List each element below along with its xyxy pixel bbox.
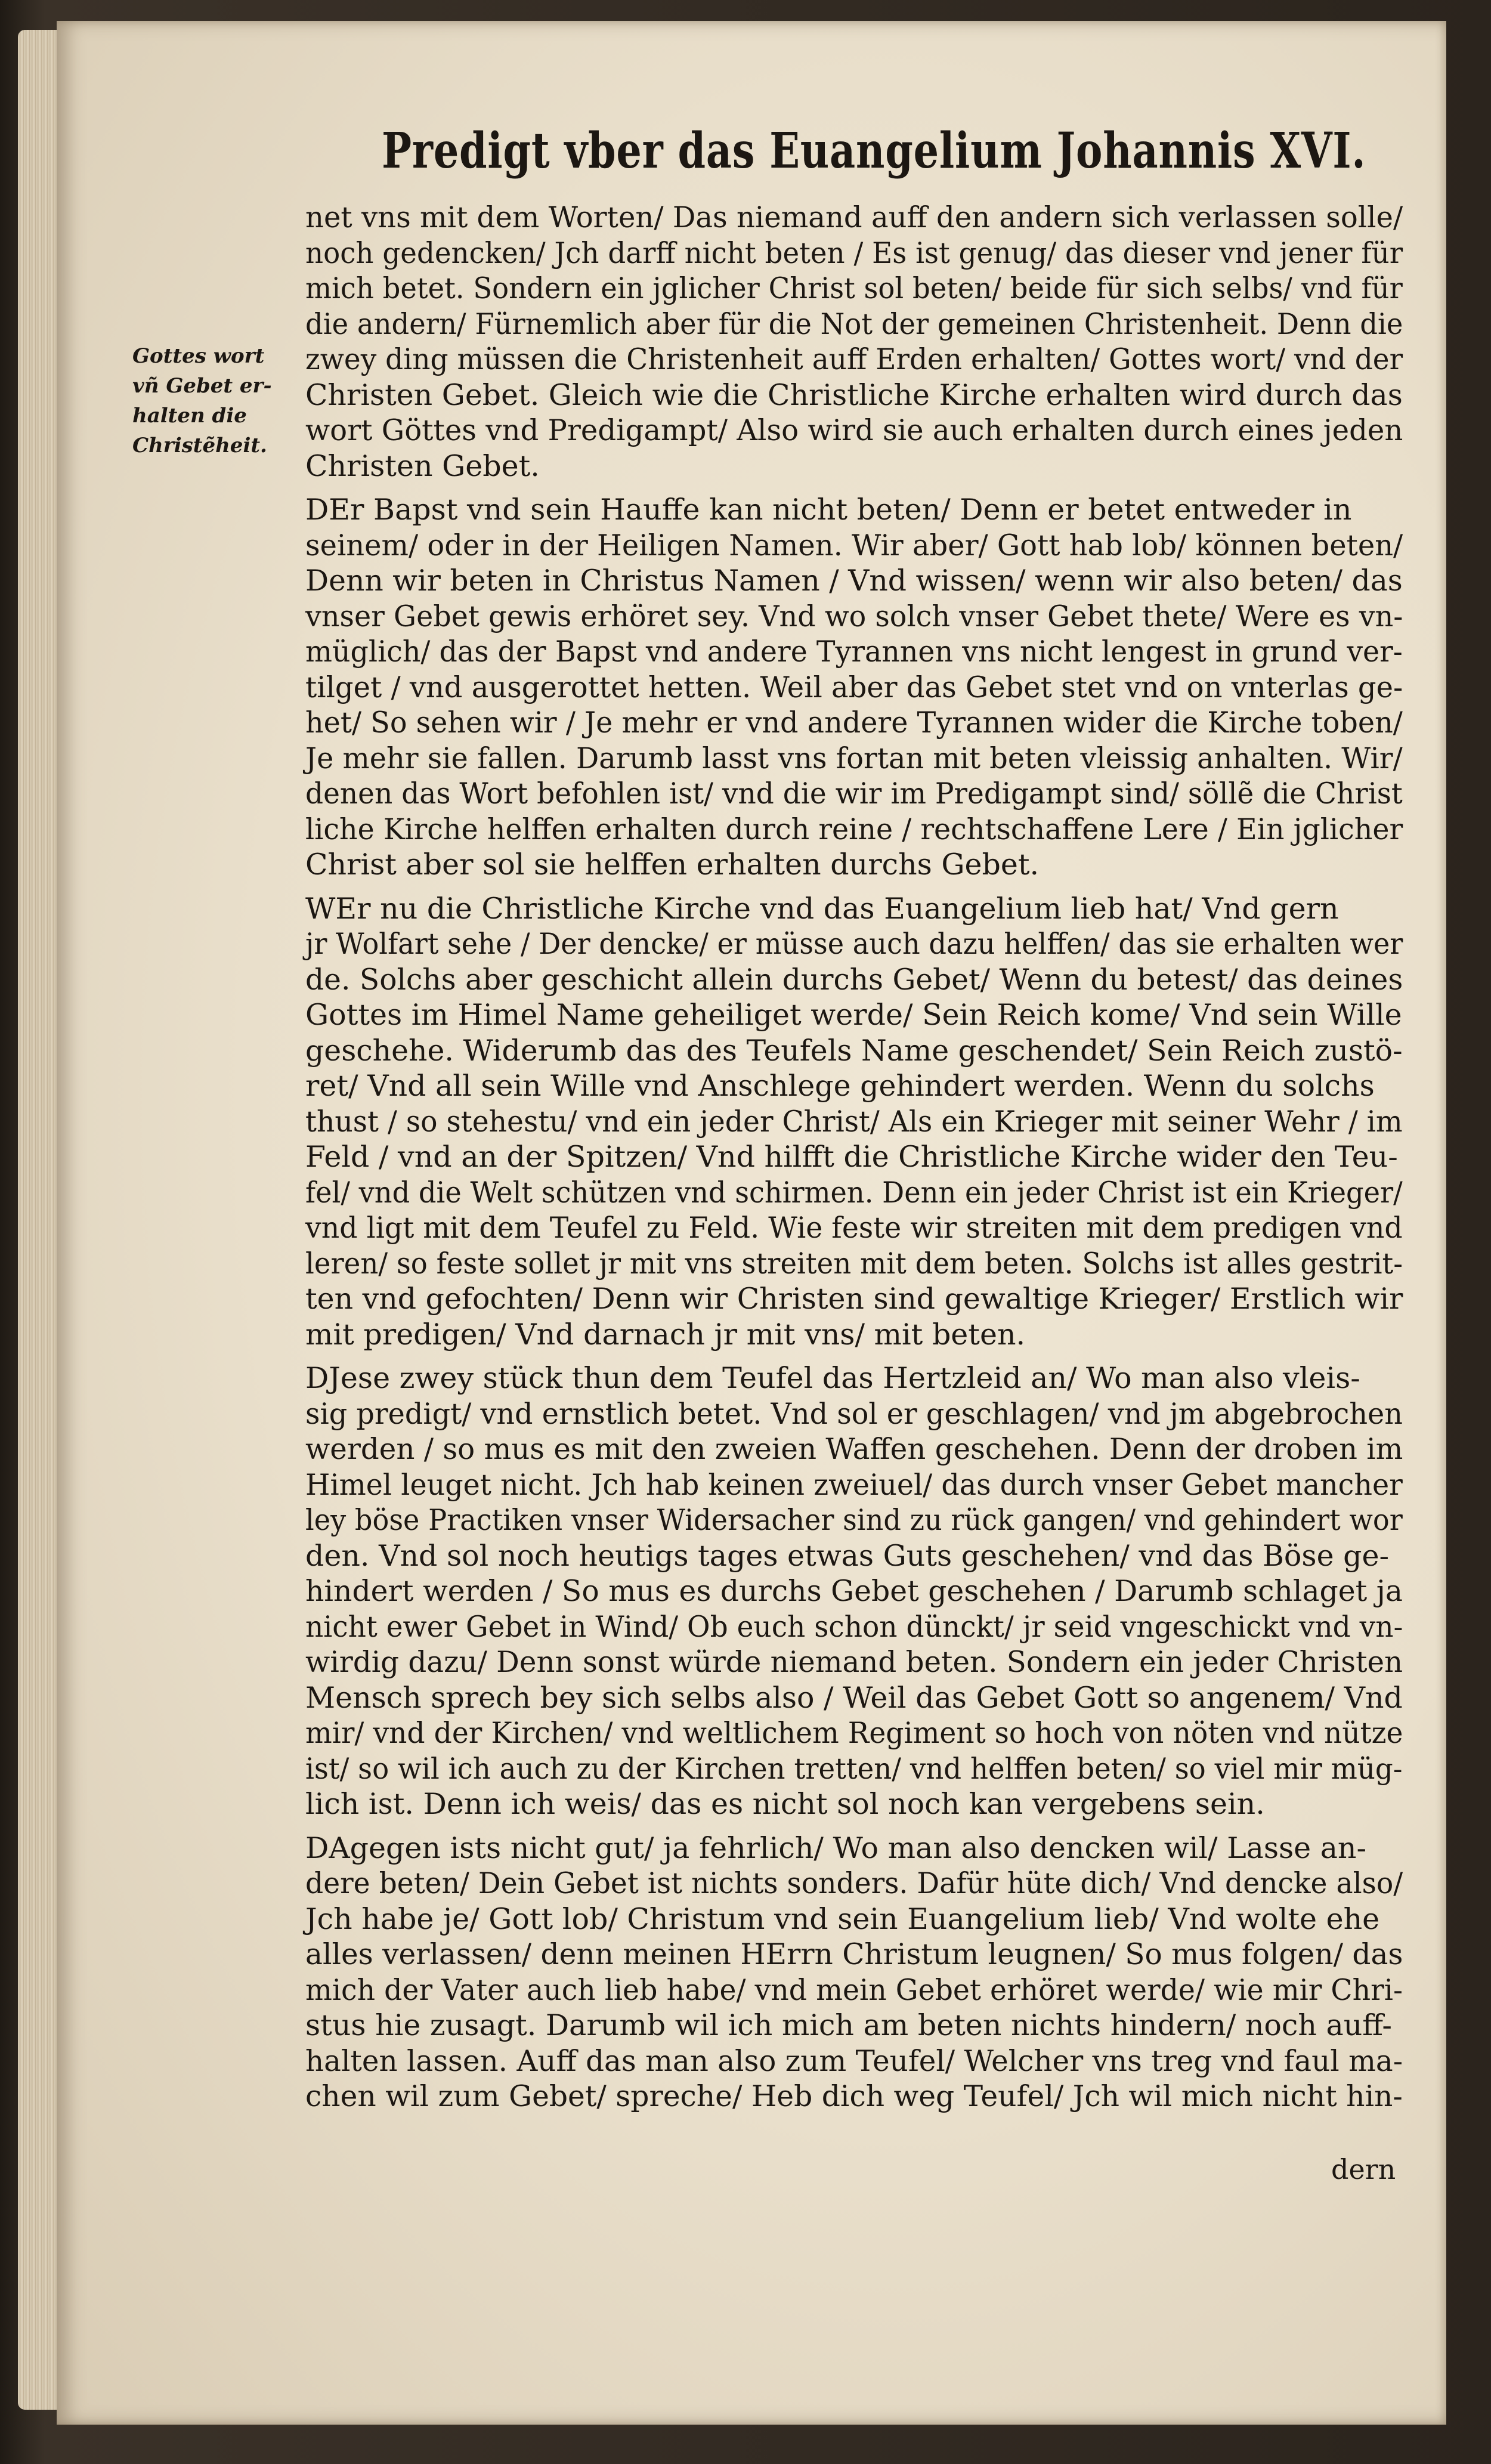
text-line: noch gedencken/ Jch darff nicht beten / Es ist genug/ das dieser vnd jener für [305,236,1403,270]
text-line: net vns mit dem Worten/ Das niemand auff den andern sich verlassen solle/ [305,200,1403,234]
text-line: lich ist. Denn ich weis/ das es nicht sol noch kan vergebens sein. [305,1787,1265,1821]
text-line: müglich/ das der Bapst vnd andere Tyrannen vns nicht lengest in grund ver- [305,635,1403,669]
text-line: fel/ vnd die Welt schützen vnd schirmen. Denn ein jeder Christ ist ein Krieger/ [305,1175,1403,1210]
paragraph [305,200,1403,484]
text-line: vnd ligt mit dem Teufel zu Feld. Wie feste wir streiten mit dem predigen vnd [305,1211,1403,1245]
text-line: nicht ewer Gebet in Wind/ Ob euch schon dünckt/ jr seid vngeschickt vnd vn- [305,1609,1403,1644]
paragraph-gap [305,484,1403,492]
text-line: Christen Gebet. [305,449,540,483]
text-line: mir/ vnd der Kirchen/ vnd weltlichem Regiment so hoch von nöten vnd nütze [305,1716,1403,1750]
text-line: Je mehr sie fallen. Darumb lasst vns fortan mit beten vleissig anhalten. Wir/ [305,741,1403,775]
body-text [305,200,1403,2114]
text-line: dere beten/ Dein Gebet ist nichts sonders. Dafür hüte dich/ Vnd dencke also/ [305,1866,1403,1900]
text-line: DJese zwey stück thun dem Teufel das Hertzleid an/ Wo man also vleis- [305,1361,1360,1395]
text-line: sig predigt/ vnd ernstlich betet. Vnd sol er geschlagen/ vnd jm abgebrochen [305,1396,1403,1431]
paragraph-gap [305,883,1403,891]
text-line: mit predigen/ Vnd darnach jr mit vns/ mit beten. [305,1317,1026,1352]
text-line: ley böse Practiken vnser Widersacher sind zu rück gangen/ vnd gehindert wor [305,1503,1403,1537]
text-line: Denn wir beten in Christus Namen / Vnd wissen/ wenn wir also beten/ das [305,564,1403,598]
text-line: jr Wolfart sehe / Der dencke/ er müsse auch dazu helffen/ das sie erhalten wer [305,927,1403,961]
running-header: Predigt vber das Euangelium Johannis XVI. [382,122,1366,180]
text-line: Christen Gebet. Gleich wie die Christliche Kirche erhalten wird durch das [305,378,1403,412]
catchword: dern [1331,2153,1396,2185]
text-line: chen wil zum Gebet/ spreche/ Heb dich weg Teufel/ Jch wil mich nicht hin- [305,2079,1403,2113]
marginal-line: Christẽheit. [132,434,267,457]
text-line: seinem/ oder in der Heiligen Namen. Wir aber/ Gott hab lob/ können beten/ [305,528,1403,562]
paragraph-gap [305,1822,1403,1831]
text-line: Feld / vnd an der Spitzen/ Vnd hilfft die Christliche Kirche wider den Teu- [305,1140,1398,1174]
marginal-note [132,341,302,460]
paragraph-gap [305,1352,1403,1361]
text-line: ret/ Vnd all sein Wille vnd Anschlege gehindert werden. Wenn du solchs [305,1069,1375,1103]
text-line: leren/ so feste sollet jr mit vns streiten mit dem beten. Solchs ist alles gestrit- [305,1246,1403,1281]
text-line: geschehe. Widerumb das des Teufels Name geschendet/ Sein Reich zustö- [305,1033,1403,1068]
paragraph [305,891,1403,1353]
marginal-line: vñ Gebet er- [132,374,272,398]
paragraph [305,1361,1403,1822]
text-line: mich betet. Sondern ein jglicher Christ sol beten/ beide für sich selbs/ vnd für [305,271,1403,305]
text-line: WEr nu die Christliche Kirche vnd das Euangelium lieb hat/ Vnd gern [305,891,1339,926]
text-line: Gottes im Himel Name geheiliget werde/ Sein Reich kome/ Vnd sein Wille [305,998,1402,1032]
text-line: ten vnd gefochten/ Denn wir Christen sind gewaltige Krieger/ Erstlich wir [305,1282,1403,1316]
text-line: Jch habe je/ Gott lob/ Christum vnd sein Euangelium lieb/ Vnd wolte ehe [305,1902,1380,1936]
text-line: die andern/ Fürnemlich aber für die Not der gemeinen Christenheit. Denn die [305,307,1403,341]
text-line: denen das Wort befohlen ist/ vnd die wir im Predigampt sind/ söllẽ die Christ [305,777,1403,811]
text-line: DEr Bapst vnd sein Hauffe kan nicht beten/ Denn er betet entweder in [305,493,1352,527]
text-line: het/ So sehen wir / Je mehr er vnd andere Tyrannen wider die Kirche toben/ [305,706,1403,740]
text-line: hindert werden / So mus es durchs Gebet geschehen / Darumb schlaget ja [305,1574,1403,1608]
marginal-line: Gottes wort [132,344,265,368]
text-line: thust / so stehestu/ vnd ein jeder Christ/ Als ein Krieger mit seiner Wehr / im [305,1104,1403,1139]
paragraph [305,492,1403,883]
text-line: mich der Vater auch lieb habe/ vnd mein Gebet erhöret werde/ wie mir Chri- [305,1973,1403,2007]
text-line: zwey ding müssen die Christenheit auff Erden erhalten/ Gottes wort/ vnd der [305,342,1403,376]
paragraph [305,1831,1403,2114]
text-line: ist/ so wil ich auch zu der Kirchen tretten/ vnd helffen beten/ so viel mir müg- [305,1751,1403,1786]
text-line: den. Vnd sol noch heutigs tages etwas Guts geschehen/ vnd das Böse ge- [305,1538,1390,1573]
text-line: liche Kirche helffen erhalten durch reine / rechtschaffene Lere / Ein jglicher [305,812,1403,846]
text-line: Mensch sprech bey sich selbs also / Weil das Gebet Gott so angenem/ Vnd [305,1680,1403,1715]
text-line: de. Solchs aber geschicht allein durchs Gebet/ Wenn du betest/ das deines [305,962,1403,997]
marginal-line: halten die [132,404,247,428]
text-line: halten lassen. Auff das man also zum Teufel/ Welcher vns treg vnd faul ma- [305,2043,1403,2078]
text-line: werden / so mus es mit den zweien Waffen geschehen. Denn der droben im [305,1432,1403,1466]
text-line: DAgegen ists nicht gut/ ja fehrlich/ Wo man also dencken wil/ Lasse an- [305,1831,1367,1865]
text-line: stus hie zusagt. Darumb wil ich mich am beten nichts hindern/ noch auff- [305,2008,1392,2042]
text-line: wirdig dazu/ Denn sonst würde niemand beten. Sondern ein jeder Christen [305,1645,1403,1679]
text-line: wort Göttes vnd Predigampt/ Also wird sie auch erhalten durch eines jeden [305,413,1403,447]
text-line: alles verlassen/ denn meinen HErrn Christum leugnen/ So mus folgen/ das [305,1937,1403,1971]
text-line: Himel leuget nicht. Jch hab keinen zweiuel/ das durch vnser Gebet mancher [305,1467,1403,1502]
text-line: tilget / vnd ausgerottet hetten. Weil aber das Gebet stet vnd on vnterlas ge- [305,670,1403,704]
text-line: Christ aber sol sie helffen erhalten durchs Gebet. [305,848,1040,882]
text-line: vnser Gebet gewis erhöret sey. Vnd wo solch vnser Gebet thete/ Were es vn- [305,599,1403,633]
